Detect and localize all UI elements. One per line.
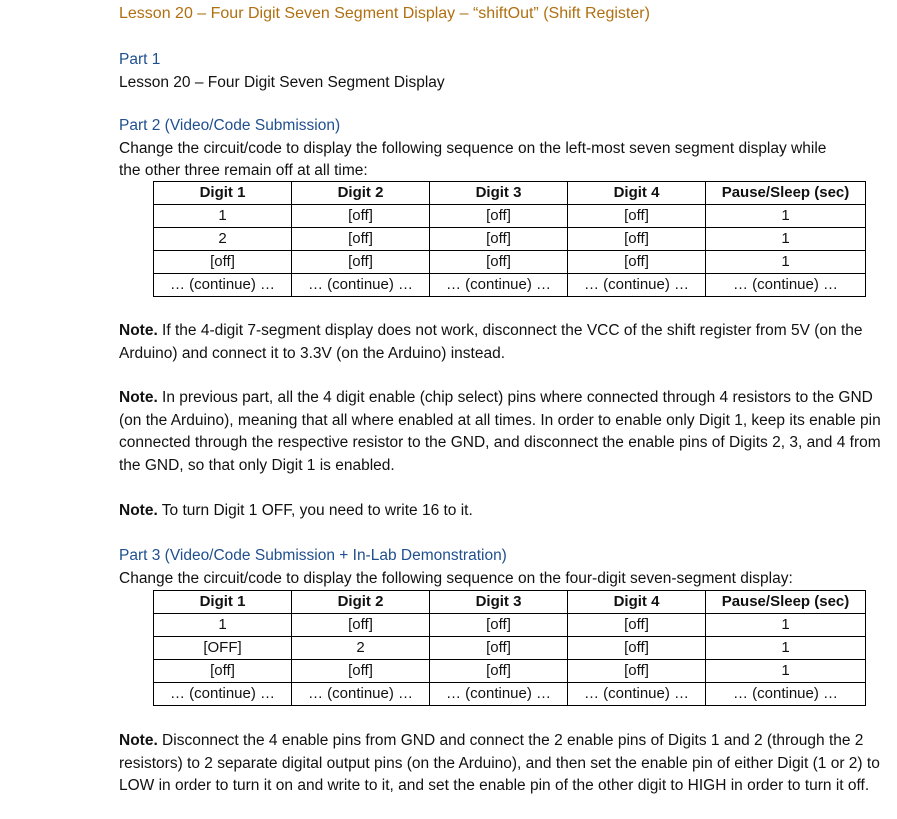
table-cell: 1	[706, 205, 866, 228]
column-header: Digit 3	[430, 591, 568, 614]
table-cell: … (continue) …	[430, 274, 568, 297]
part2-intro-line1: Change the circuit/code to display the following sequence on the left-most seven segment display while	[119, 139, 827, 157]
table-row	[154, 251, 866, 274]
table-cell: … (continue) …	[292, 274, 430, 297]
note-text: In previous part, all the 4 digit enable (chip select) pins where connected through 4 resistors to the GND (on the Arduino), meaning that all where enabled at all times. In order to enable only Digit 1, keep its enable pin connected through the respective resistor to the GND, and disconnect the enable pins of Digits 2, 3, and 4 from the GND, so that only Digit 1 is enabled.	[119, 389, 881, 474]
table-cell: [off]	[568, 637, 706, 660]
table-cell: [off]	[430, 251, 568, 274]
part2-note-enable-pins	[119, 387, 889, 477]
table-row	[154, 637, 866, 660]
note-label: Note.	[119, 502, 158, 519]
table-row	[154, 228, 866, 251]
table-row	[154, 660, 866, 683]
part2-note-vcc	[119, 320, 889, 365]
note-text: Disconnect the 4 enable pins from GND and connect the 2 enable pins of Digits 1 and 2 (through the 2 resistors) to 2 separate digital output pins (on the Arduino), and then set the enable pin of either Digit (1 or 2) to LOW in order to turn it on and write to it, and set the enable pin of the other digit to HIGH in order to turn it off.	[119, 732, 880, 794]
table-header-row	[154, 182, 866, 205]
table-cell: 1	[706, 251, 866, 274]
note-text: To turn Digit 1 OFF, you need to write 16 to it.	[157, 502, 473, 519]
table-cell: [off]	[568, 614, 706, 637]
table-cell: … (continue) …	[706, 683, 866, 706]
part2-heading: Part 2 (Video/Code Submission)	[119, 117, 341, 134]
table-cell: … (continue) …	[154, 274, 292, 297]
table-cell: 2	[154, 228, 292, 251]
table-cell: [off]	[430, 614, 568, 637]
part2-sequence-table	[153, 181, 866, 297]
table-cell: [off]	[430, 228, 568, 251]
table-cell: [off]	[154, 251, 292, 274]
table-cell: 1	[706, 228, 866, 251]
table-row	[154, 274, 866, 297]
table-cell: 2	[292, 637, 430, 660]
table-cell: [off]	[568, 228, 706, 251]
column-header: Digit 1	[154, 591, 292, 614]
part1-text: Lesson 20 – Four Digit Seven Segment Display	[119, 73, 445, 91]
part2-note-digit-off	[119, 500, 889, 523]
column-header: Pause/Sleep (sec)	[706, 182, 866, 205]
table-cell: [off]	[292, 228, 430, 251]
table-cell: [off]	[292, 660, 430, 683]
note-label: Note.	[119, 322, 158, 339]
table-cell: 1	[154, 614, 292, 637]
table-cell: [off]	[430, 660, 568, 683]
table-cell: [off]	[568, 251, 706, 274]
table-header-row	[154, 591, 866, 614]
part2-section	[119, 115, 826, 183]
part2-intro-line2: the other three remain off at all time:	[119, 162, 368, 179]
column-header: Digit 2	[292, 591, 430, 614]
part1-heading: Part 1	[119, 51, 161, 68]
part3-sequence-table	[153, 590, 866, 706]
table-cell: 1	[154, 205, 292, 228]
table-cell: [off]	[568, 205, 706, 228]
lesson-title: Lesson 20 – Four Digit Seven Segment Display – “shiftOut” (Shift Register)	[119, 5, 650, 22]
note-text: If the 4-digit 7-segment display does not work, disconnect the VCC of the shift register from 5V (on the Arduino) and connect it to 3.3V (on the Arduino) instead.	[119, 322, 863, 362]
table-cell: 1	[706, 660, 866, 683]
table-row	[154, 614, 866, 637]
column-header: Digit 3	[430, 182, 568, 205]
part3-intro: Change the circuit/code to display the following sequence on the four-digit seven-segment display:	[119, 569, 793, 587]
table-cell: [off]	[292, 614, 430, 637]
table-row	[154, 683, 866, 706]
table-cell: … (continue) …	[568, 274, 706, 297]
table-cell: … (continue) …	[154, 683, 292, 706]
column-header: Digit 4	[568, 182, 706, 205]
part3-heading: Part 3 (Video/Code Submission + In-Lab Demonstration)	[119, 547, 507, 564]
table-cell: [off]	[430, 637, 568, 660]
part3-note-enable-pins	[119, 730, 889, 798]
table-cell: [off]	[430, 205, 568, 228]
table-cell: … (continue) …	[292, 683, 430, 706]
part1-section	[119, 49, 445, 94]
column-header: Digit 4	[568, 591, 706, 614]
table-cell: [OFF]	[154, 637, 292, 660]
table-cell: 1	[706, 614, 866, 637]
column-header: Digit 1	[154, 182, 292, 205]
column-header: Pause/Sleep (sec)	[706, 591, 866, 614]
table-cell: 1	[706, 637, 866, 660]
part3-section	[119, 545, 793, 590]
column-header: Digit 2	[292, 182, 430, 205]
table-cell: … (continue) …	[430, 683, 568, 706]
table-cell: [off]	[292, 251, 430, 274]
table-cell: [off]	[154, 660, 292, 683]
table-cell: … (continue) …	[568, 683, 706, 706]
table-cell: [off]	[568, 660, 706, 683]
note-label: Note.	[119, 389, 158, 406]
note-label: Note.	[119, 732, 158, 749]
table-cell: [off]	[292, 205, 430, 228]
table-row	[154, 205, 866, 228]
table-cell: … (continue) …	[706, 274, 866, 297]
